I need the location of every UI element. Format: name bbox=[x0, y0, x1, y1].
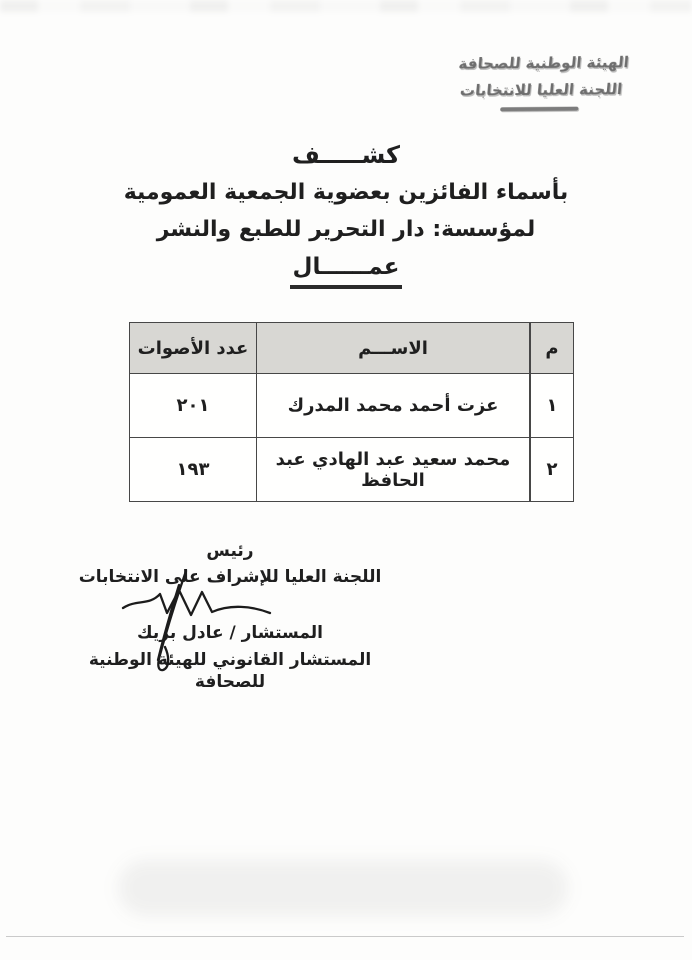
signature-chairman-label: رئيس bbox=[206, 541, 254, 561]
cell-name: عزت أحمد محمد المدرك bbox=[257, 374, 531, 438]
table-body bbox=[130, 374, 574, 502]
cell-index: ٢ bbox=[530, 438, 574, 502]
stamp-line-authority: الهيئة الوطنية للصحافة bbox=[457, 53, 630, 73]
table-header-row bbox=[130, 323, 574, 374]
document-subtitle-institution: لمؤسسة: دار التحرير للطبع والنشر bbox=[156, 217, 536, 242]
table-header bbox=[130, 323, 574, 374]
signature-committee-label: اللجنة العليا للإشراف على الانتخابات bbox=[78, 567, 382, 587]
header-votes: عدد الأصوات bbox=[130, 323, 257, 374]
stamp-underline bbox=[500, 107, 578, 112]
cell-name: محمد سعيد عبد الهادي عبد الحافظ bbox=[257, 438, 531, 502]
category-underline bbox=[290, 285, 402, 289]
scan-line-artifact bbox=[6, 936, 684, 937]
document-category-label: عمــــــال bbox=[292, 254, 400, 280]
stamp-line-committee: اللجنة العليا للانتخابات bbox=[459, 80, 624, 100]
header-name: الاســـم bbox=[257, 323, 531, 374]
winners-table bbox=[129, 322, 574, 502]
scan-ghost-top bbox=[0, 0, 692, 12]
document-title-block bbox=[0, 142, 692, 289]
scan-ghost-bottom bbox=[118, 860, 568, 916]
signature-signer-name: المستشار / عادل بريك bbox=[137, 623, 323, 643]
cell-votes: ١٩٣ bbox=[130, 438, 257, 502]
document-heading: كشـــــف bbox=[292, 141, 400, 169]
document-subtitle-winners: بأسماء الفائزين بعضوية الجمعية العمومية bbox=[123, 180, 569, 205]
authority-stamp bbox=[431, 49, 653, 112]
table-row bbox=[130, 374, 574, 438]
header-index: م bbox=[530, 323, 574, 374]
signature-signer-role: المستشار القانوني للهيئة الوطنية للصحافة bbox=[88, 650, 372, 692]
table-row bbox=[130, 438, 574, 502]
cell-index: ١ bbox=[530, 374, 574, 438]
signature-block bbox=[55, 540, 405, 693]
cell-votes: ٢٠١ bbox=[130, 374, 257, 438]
